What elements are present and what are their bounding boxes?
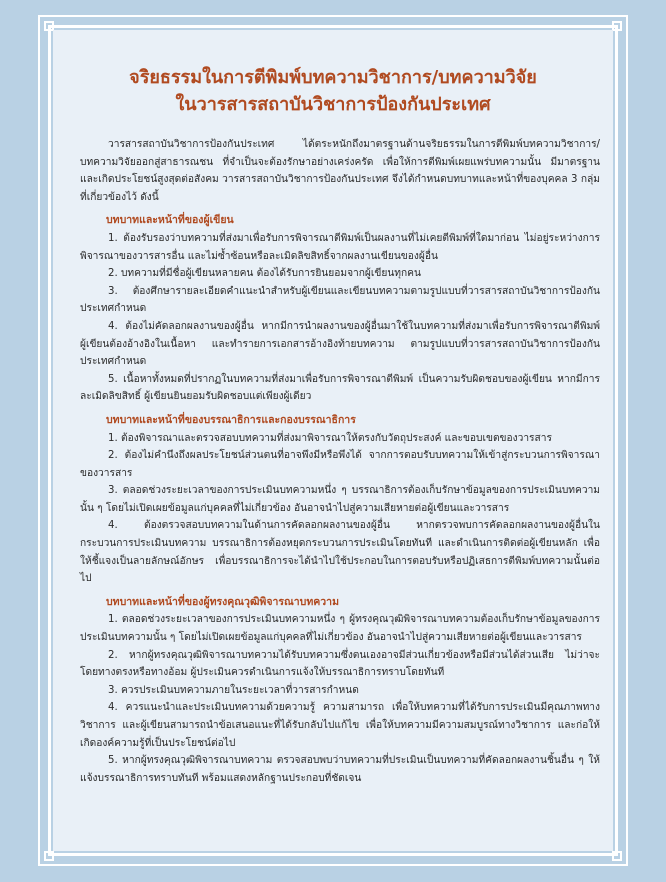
reviewer-duty-item: 1. ตลอดช่วงระยะเวลาของการประเมินบทความหนึ่ง ๆ ผู้ทรงคุณวุฒิพิจารณาบทความต้องเก็บรักษาข้อมูลของการประเมินบทความนั้น ๆ โดยไม่เปิดเผยข้อมูลแก่บุคคลที่ไม่เกี่ยวข้อง อันอาจนำไปสู่ความเสียหายต่อผู้เขียนและวารสาร — [80, 614, 600, 644]
editor-duty-item: 3. ตลอดช่วงระยะเวลาของการประเมินบทความหนึ่ง ๆ บรรณาธิการต้องเก็บรักษาข้อมูลของการประเมินบทความนั้น ๆ โดยไม่เปิดเผยข้อมูลแก่บุคคลที่ไม่เกี่ยวข้อง อันอาจนำไปสู่ความเสียหายต่อผู้เขียนและวารสาร — [80, 485, 600, 514]
corner-ornament-top-right — [612, 21, 622, 31]
editor-duty-item: 1. ต้องพิจารณาและตรวจสอบบทความที่ส่งมาพิจารณาให้ตรงกับวัตถุประสงค์ และขอบเขตของวารสาร — [108, 432, 552, 444]
corner-ornament-bottom-right — [612, 851, 622, 861]
corner-ornament-bottom-left — [44, 851, 54, 861]
title-line-1: จริยธรรมในการตีพิมพ์บทความวิชาการ/บทความวิจัย — [129, 67, 537, 88]
reviewer-duty-item: 3. ควรประเมินบทความภายในระยะเวลาที่วารสารกำหนด — [108, 684, 359, 696]
page-title — [60, 64, 606, 118]
author-duty-item: 5. เนื้อหาทั้งหมดที่ปรากฏในบทความที่ส่งมาเพื่อรับการพิจารณาตีพิมพ์ เป็นความรับผิดชอบของผู้เขียน หากมีการละเมิดลิขสิทธิ์ ผู้เขียนยินยอมรับผิดชอบแต่เพียงผู้เดียว — [80, 373, 600, 403]
reviewer-duty-item: 4. ควรแนะนำและประเมินบทความด้วยความรู้ ความสามารถ เพื่อให้บทความที่ได้รับการประเมินมีคุณภาพทางวิชาการ และผู้เขียนสามารถนำข้อเสนอแนะที่ได้รับกลับไปแก้ไข เพื่อให้บทความมีความสมบูรณ์ทางวิชาการ และก่อให้เกิดองค์ความรู้ที่เป็นประโยชน์ต่อไป — [80, 702, 600, 749]
author-duty-item: 4. ต้องไม่คัดลอกผลงานของผู้อื่น หากมีการนำผลงานของผู้อื่นมาใช้ในบทความที่ส่งมาเพื่อรับการพิจารณาตีพิมพ์ ผู้เขียนต้องอ้างอิงในเนื้อหา และทำรายการเอกสารอ้างอิงท้ายบทความ ตามรูปแบบที่วารสารสถาบันวิชาการป้องกันประเทศกำหนด — [80, 320, 600, 368]
editor-duty-item: 2. ต้องไม่คำนึงถึงผลประโยชน์ส่วนตนที่อาจพึงมีหรือพึงได้ จากการตอบรับบทความให้เข้าสู่กระบวนการพิจารณาของวารสาร — [80, 450, 600, 479]
reviewer-duty-item: 2. หากผู้ทรงคุณวุฒิพิจารณาบทความได้รับบทความซึ่งตนเองอาจมีส่วนเกี่ยวข้องหรือมีส่วนได้ส่วนเสีย ไม่ว่าจะโดยทางตรงหรือทางอ้อม ผู้ประเมินควรดำเนินการแจ้งให้บรรณาธิการทราบโดยทันที — [80, 649, 600, 679]
section-heading-editors: บทบาทและหน้าที่ของบรรณาธิการและกองบรรณาธิการ — [106, 413, 356, 426]
document-body — [80, 136, 600, 787]
intro-paragraph: วารสารสถาบันวิชาการป้องกันประเทศ ได้ตระหนักถึงมาตรฐานด้านจริยธรรมในการตีพิมพ์บทความวิชาการ/บทความวิจัยออกสู่สาธารณชน ที่จำเป็นจะต้องรักษาอย่างเคร่งครัด เพื่อให้การตีพิมพ์เผยแพร่บทความนั้น มีมาตรฐาน และเกิดประโยชน์สูงสุดต่อสังคม วารสารสถาบันวิชาการป้องกันประเทศ จึงได้กำหนดบทบาทและหน้าที่ของบุคคล 3 กลุ่ม ที่เกี่ยวข้องไว้ ดังนี้ — [80, 139, 600, 203]
title-line-2: ในวารสารสถาบันวิชาการป้องกันประเทศ — [175, 94, 491, 115]
author-duty-item: 3. ต้องศึกษารายละเอียดคำแนะนำสำหรับผู้เขียนและเขียนบทความตามรูปแบบที่วารสารสถาบันวิชาการป้องกันประเทศกำหนด — [80, 285, 600, 315]
section-heading-authors: บทบาทและหน้าที่ของผู้เขียน — [106, 214, 234, 227]
section-heading-reviewers: บทบาทและหน้าที่ของผู้ทรงคุณวุฒิพิจารณาบทความ — [106, 595, 339, 608]
reviewer-duty-item: 5. หากผู้ทรงคุณวุฒิพิจารณาบทความ ตรวจสอบพบว่าบทความที่ประเมินเป็นบทความที่คัดลอกผลงานชิ้นอื่น ๆ ให้แจ้งบรรณาธิการทราบทันที พร้อมแสดงหลักฐานประกอบที่ชัดเจน — [80, 755, 600, 784]
author-duty-item: 1. ต้องรับรองว่าบทความที่ส่งมาเพื่อรับการพิจารณาตีพิมพ์เป็นผลงานที่ไม่เคยตีพิมพ์ที่ใดมาก่อน ไม่อยู่ระหว่างการพิจารณาของวารสารอื่น และไม่ซ้ำซ้อนหรือละเมิดลิขสิทธิ์จากผลงานเขียนของผู้อื่น — [80, 232, 600, 262]
author-duty-item: 2. บทความที่มีชื่อผู้เขียนหลายคน ต้องได้รับการยินยอมจากผู้เขียนทุกคน — [108, 268, 421, 280]
editor-duty-item: 4. ต้องตรวจสอบบทความในด้านการคัดลอกผลงานของผู้อื่น หากตรวจพบการคัดลอกผลงานของผู้อื่นในกระบวนการประเมินบทความ บรรณาธิการต้องหยุดกระบวนการประเมินโดยทันที และดำเนินการติดต่อผู้เขียนหลัก เพื่อให้ชี้แจงเป็นลายลักษณ์อักษร เพื่อบรรณาธิการจะได้นำไปใช้ประกอบในการตอบรับหรือปฏิเสธการตีพิมพ์บทความนั้นต่อไป — [80, 520, 600, 585]
